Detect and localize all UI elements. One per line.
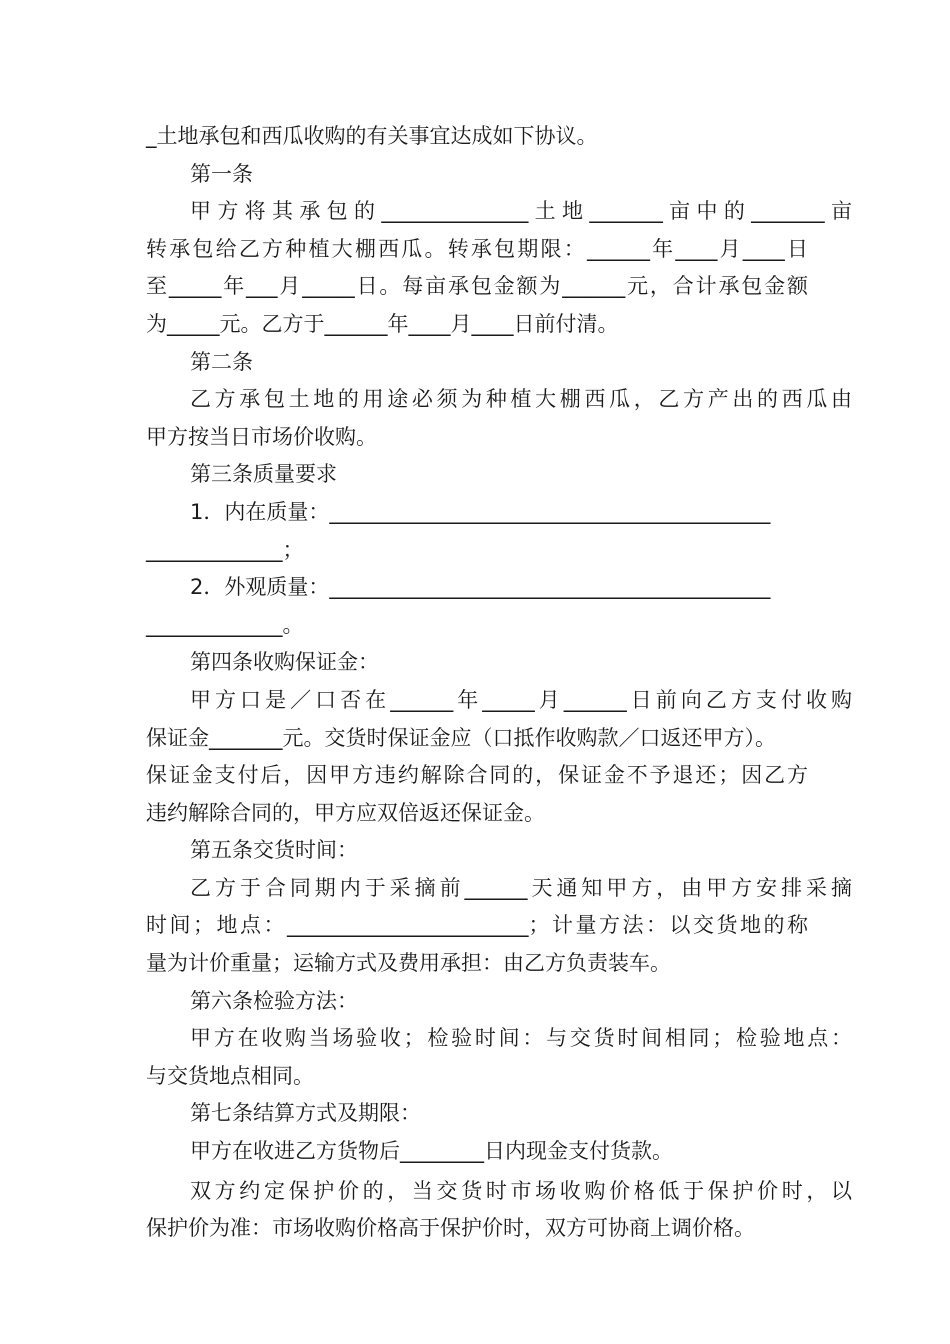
article-1-text-line: 为_____元。乙方于______年____月____日前付清。 bbox=[146, 311, 619, 336]
article-4-text-line: 违约解除合同的，甲方应双倍返还保证金。 bbox=[146, 800, 545, 825]
article-5-text-line: 乙方于合同期内于采摘前______天通知甲方，由甲方安排采摘 bbox=[190, 875, 852, 900]
article-5-text-line: 时间；地点：_______________________；计量方法：以交货地的称 bbox=[146, 913, 808, 938]
article-5-heading: 第五条交货时间： bbox=[190, 838, 358, 863]
article-7-heading: 第七条结算方式及期限： bbox=[190, 1101, 421, 1126]
article-3-item-1: 1．内在质量：__________________________________________ bbox=[190, 499, 771, 524]
article-7-text-line: 双方约定保护价的，当交货时市场收购价格低于保护价时，以 bbox=[190, 1178, 852, 1203]
article-6-text-line: 甲方在收购当场验收；检验时间：与交货时间相同；检验地点： bbox=[190, 1026, 852, 1051]
contract-body bbox=[146, 118, 852, 1248]
article-1-text-line: 转承包给乙方种植大棚西瓜。转承包期限：______年____月____日 bbox=[146, 236, 808, 261]
article-2-text-line: 乙方承包土地的用途必须为种植大棚西瓜，乙方产出的西瓜由 bbox=[190, 387, 852, 412]
article-3-item-2: 2．外观质量：__________________________________________ bbox=[190, 575, 771, 600]
article-3-heading: 第三条质量要求 bbox=[190, 462, 337, 487]
article-3-item-2-cont: _____________。 bbox=[146, 612, 304, 637]
article-2-text-line: 甲方按当日市场价收购。 bbox=[146, 424, 377, 449]
article-6-heading: 第六条检验方法： bbox=[190, 988, 358, 1013]
article-3-item-1-cont: _____________； bbox=[146, 537, 304, 562]
article-1-heading: 第一条 bbox=[190, 161, 253, 186]
article-4-text-line: 保证金支付后，因甲方违约解除合同的，保证金不予退还；因乙方 bbox=[146, 763, 808, 788]
article-6-text-line: 与交货地点相同。 bbox=[146, 1063, 314, 1088]
article-4-text-line: 保证金_______元。交货时保证金应（口抵作收购款／口返还甲方）。 bbox=[146, 725, 776, 750]
intro-line: _土地承包和西瓜收购的有关事宜达成如下协议。 bbox=[146, 124, 598, 148]
article-2-heading: 第二条 bbox=[190, 349, 253, 374]
article-1-text-line: 至_____年___月_____日。每亩承包金额为______元，合计承包金额 bbox=[146, 274, 808, 299]
article-1-text-line: 甲方将其承包的______________土地_______亩中的_______亩 bbox=[190, 199, 852, 224]
article-4-text-line: 甲方口是／口否在______年_____月______日前向乙方支付收购 bbox=[190, 687, 852, 712]
article-5-text-line: 量为计价重量；运输方式及费用承担：由乙方负责装车。 bbox=[146, 951, 671, 976]
article-4-heading: 第四条收购保证金： bbox=[190, 650, 379, 675]
article-7-text-line: 甲方在收进乙方货物后________日内现金支付货款。 bbox=[190, 1139, 673, 1164]
article-7-text-line: 保护价为准：市场收购价格高于保护价时，双方可协商上调价格。 bbox=[146, 1216, 755, 1241]
